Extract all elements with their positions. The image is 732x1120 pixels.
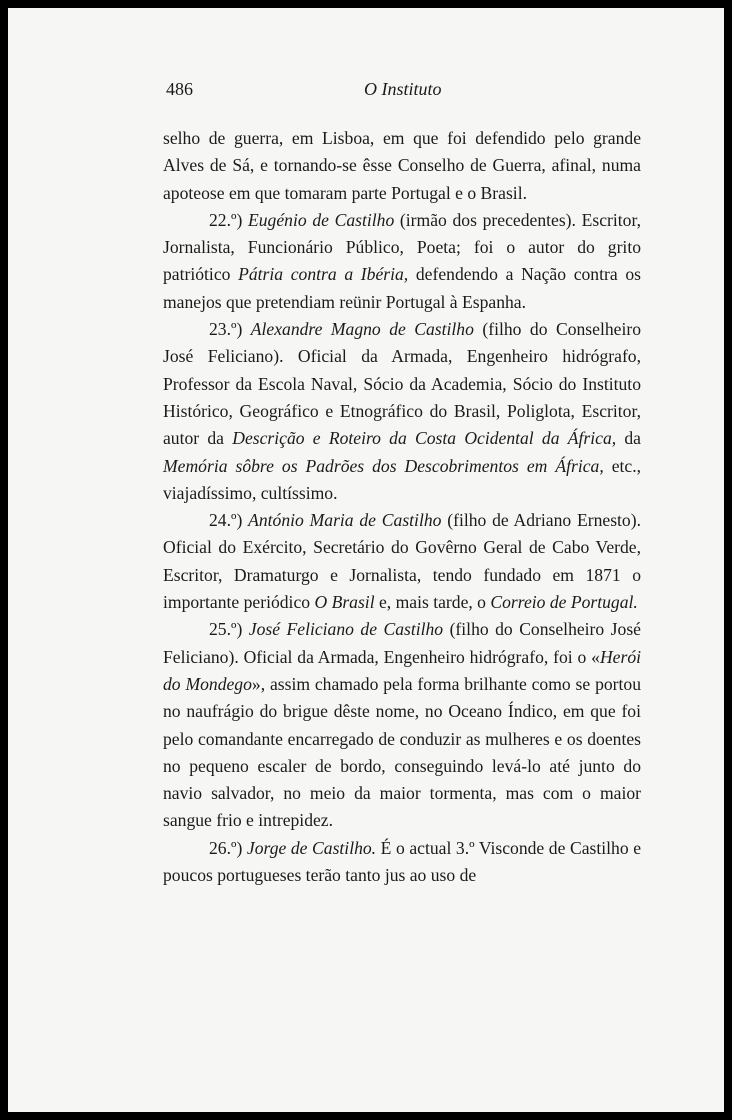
text-segment: 23.º) [209, 319, 251, 340]
body-text [163, 125, 641, 889]
text-segment: e, mais tarde, o [374, 592, 491, 613]
text-segment: da [616, 428, 641, 449]
italic-text-segment: José Feliciano de Castilho [248, 619, 444, 640]
paragraph-entry-26 [163, 835, 641, 890]
paragraph-entry-25 [163, 616, 641, 834]
text-segment: (filho de Adriano Ernesto). Oficial do Exército, Secretário do Govêrno Geral de Cabo Verde, Escritor, Dramaturgo e Jornalista, tendo fundado em 1871 o importante periódico [163, 510, 641, 613]
text-segment: etc., viajadíssimo, cultíssimo. [163, 455, 642, 503]
italic-text-segment: António Maria de Castilho [248, 510, 442, 531]
text-segment: 25.º) [209, 619, 249, 640]
paragraph-entry-22 [163, 207, 641, 316]
text-segment: 24.º) [209, 510, 249, 531]
text-segment: (filho do Conselheiro José Feliciano). Oficial da Armada, Engenheiro hidrógrafo, foi o « [163, 619, 641, 667]
italic-text-segment: Jorge de Castilho. [246, 837, 377, 858]
paragraph-continuation [163, 125, 641, 207]
italic-text-segment: Descrição e Roteiro da Costa Ocidental da África, [232, 428, 617, 449]
italic-text-segment: Pátria contra a Ibéria, [238, 264, 409, 285]
italic-text-segment: Herói do Mondego [163, 646, 641, 694]
text-segment: (filho do Conselheiro José Feliciano). Oficial da Armada, Engenheiro hidrógrafo, Professor da Escola Naval, Sócio da Academia, Sócio do Instituto Histórico, Geográfico e Etnográfico do Brasil, Poliglota, Escritor, autor da [163, 319, 641, 449]
text-segment: selho de guerra, em Lisboa, em que foi defendido pelo grande Alves de Sá, e tornando-se êsse Conselho de Guerra, afinal, numa apoteose em que tomaram parte Portugal e o Brasil. [163, 128, 641, 203]
running-head [8, 79, 724, 109]
text-segment: defendendo a Nação contra os manejos que pretendiam reünir Portugal à Espanha. [163, 264, 641, 312]
text-segment: 26.º) [209, 837, 247, 858]
paragraph-entry-23 [163, 316, 641, 507]
italic-text-segment: O Brasil [314, 592, 375, 613]
text-segment: 22.º) [209, 209, 248, 230]
text-segment: », assim chamado pela forma brilhante como se portou no naufrágio do brigue dêste nome, no Oceano Índico, em que foi pelo comandante encarregado de conduzir as mulheres e os doentes no pequeno escaler de bordo, conseguindo levá-lo até junto do navio salvador, no meio da maior tormenta, mas com o maior sangue frio e intrepidez. [163, 673, 641, 831]
page-number: 486 [166, 79, 193, 99]
text-segment: É o actual 3.º Visconde de Castilho e poucos portugueses terão tanto jus ao uso de [163, 837, 641, 886]
italic-text-segment: Correio de Portugal. [490, 592, 638, 613]
running-title: O Instituto [364, 79, 442, 99]
italic-text-segment: Memória sôbre os Padrões dos Descobrimentos em África, [163, 455, 604, 476]
book-page [8, 8, 724, 1112]
text-segment: (irmão dos precedentes). Escritor, Jornalista, Funcionário Público, Poeta; foi o autor do grito patriótico [163, 209, 641, 285]
italic-text-segment: Eugénio de Castilho [248, 209, 395, 230]
paragraph-entry-24 [163, 507, 641, 616]
italic-text-segment: Alexandre Magno de Castilho [250, 319, 474, 340]
